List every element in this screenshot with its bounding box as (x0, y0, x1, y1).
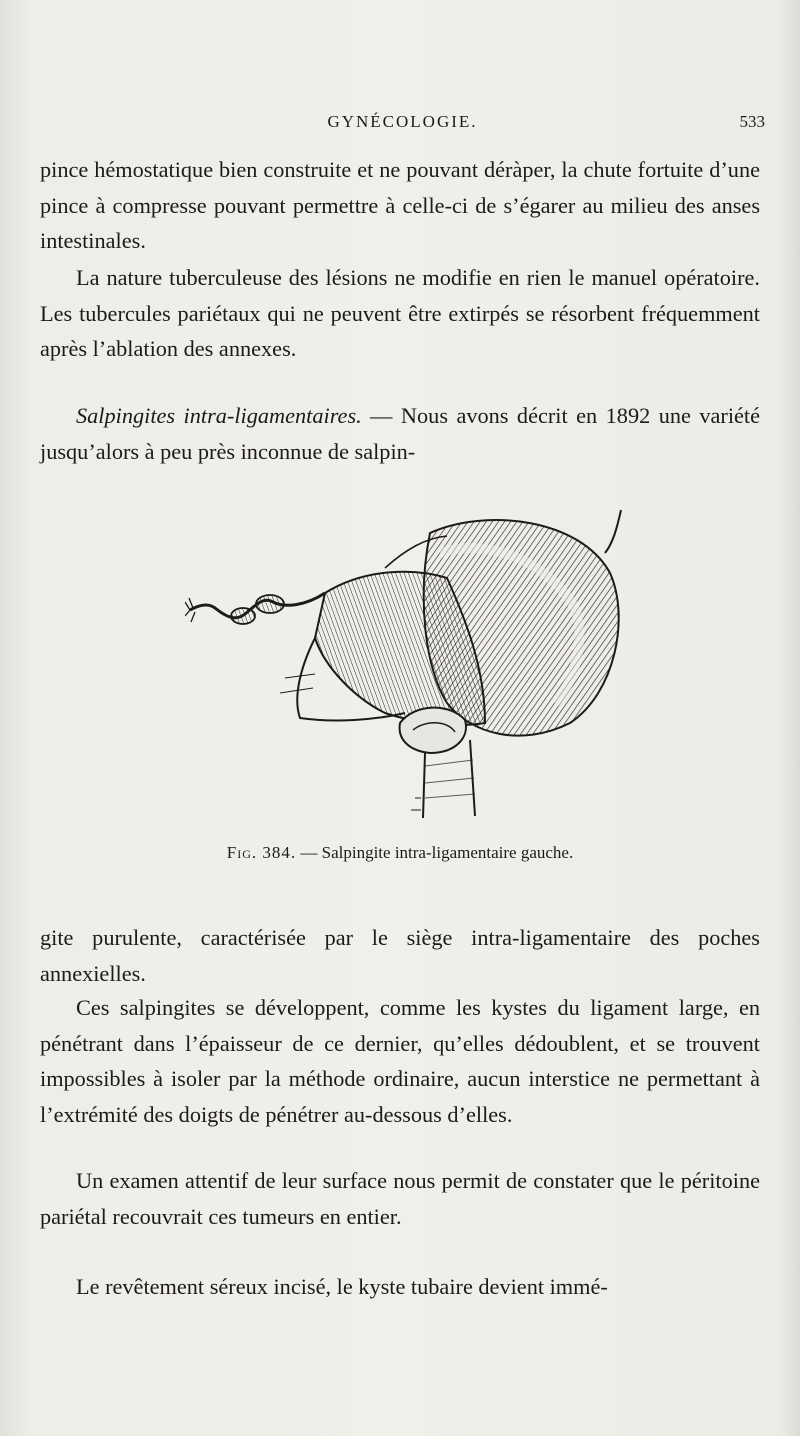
figure-caption-text: — Salpingite intra-ligamentaire gauche. (296, 843, 574, 862)
running-title: GYNÉCOLOGIE. (327, 112, 478, 131)
paragraph-continuation: pince hémostatique bien construite et ne pouvant déràper, la chute fortuite d’une pince à compresse pouvant permettre à celle-ci de s’égarer au milieu des anses intestinales. (40, 157, 760, 253)
page-number: 533 (739, 112, 765, 131)
paragraph-examination: Un examen attentif de leur surface nous permit de constater que le péritoine pariétal recouvrait ces tumeurs en entier. (40, 1168, 760, 1229)
section-intro-text: — Nous avons décrit en 1892 une variété jusqu’alors à peu près inconnue de salpin- (40, 403, 760, 464)
paragraph-salpingites-heading (40, 398, 760, 469)
paragraph-purulent: gite purulente, caractérisée par le siège intra-ligamentaire des poches annexielles. (40, 925, 760, 986)
anatomical-illustration (185, 498, 625, 828)
paragraph-incision: Le revêtement séreux incisé, le kyste tubaire devient immé- (76, 1274, 608, 1299)
figure-caption (40, 843, 760, 863)
figure-label: Fig. 384. (226, 843, 297, 862)
section-heading: Salpingites intra-ligamentaires. (76, 403, 362, 428)
paragraph-tuberculous: La nature tuberculeuse des lésions ne modifie en rien le manuel opératoire. Les tubercules pariétaux qui ne peuvent être extirpés se résorbent fréquemment après l’ablation des annexes. (40, 265, 760, 361)
paragraph-development: Ces salpingites se développent, comme les kystes du ligament large, en pénétrant dans l’épaisseur de ce dernier, qu’elles dédoublent, et se trouvent impossibles à isoler par la méthode ordinaire, aucun interstice ne permettant à l’extrémité des doigts de pénétrer au-dessous d’elles. (40, 995, 760, 1127)
page-header (40, 112, 765, 136)
